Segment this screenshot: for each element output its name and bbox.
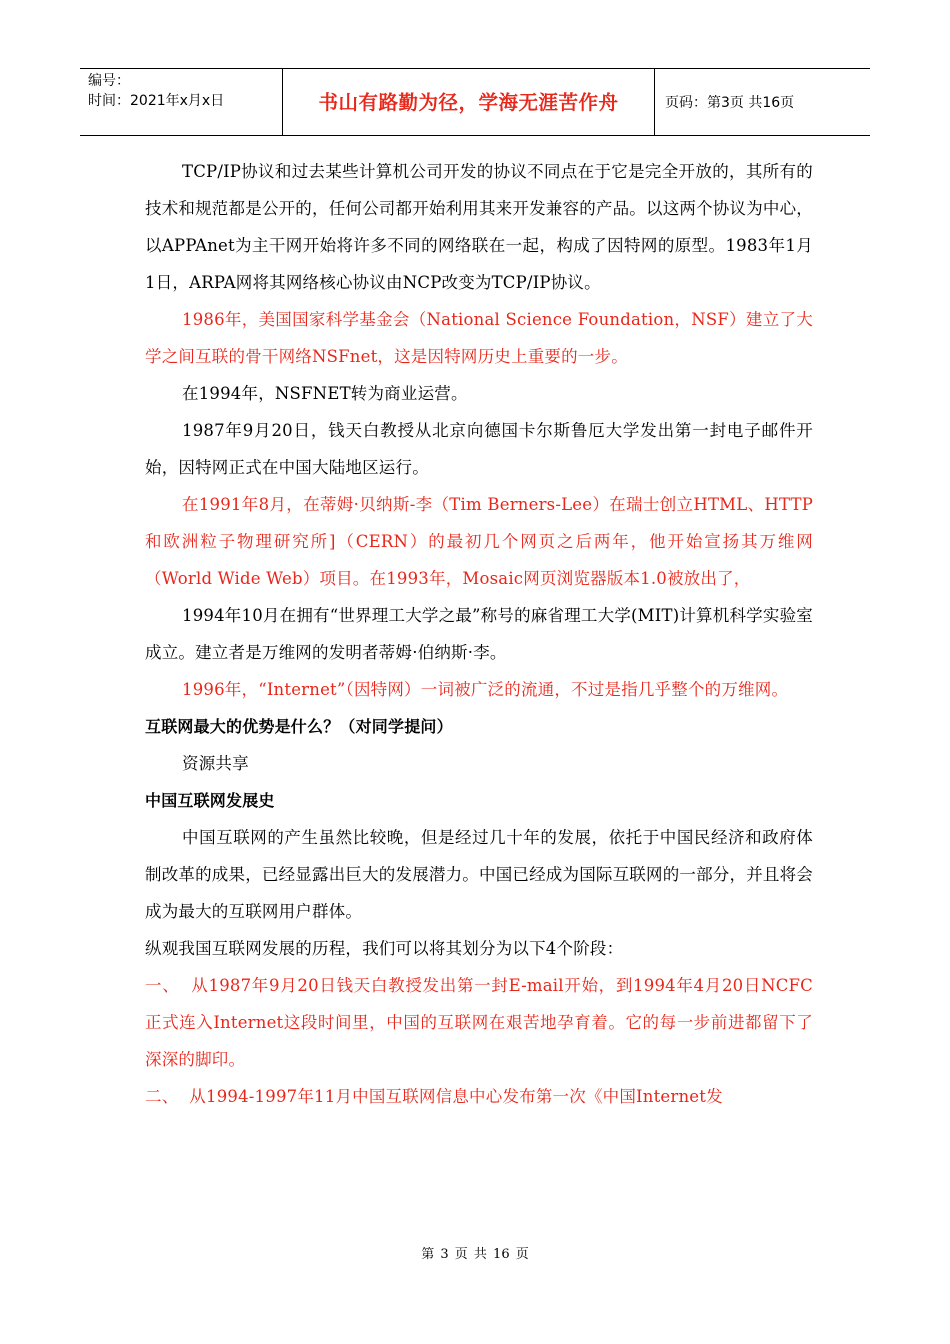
answer-text: 资源共享	[182, 754, 249, 773]
header-page-info: 页码：第3页 共16页	[665, 95, 795, 111]
paragraph-stages-intro: 纵观我国互联网发展的历程，我们可以将其划分为以下4个阶段：	[145, 939, 624, 958]
question-heading: 互联网最大的优势是什么？（对同学提问）	[145, 717, 453, 736]
header-meta	[80, 69, 283, 135]
paragraph-mit-lab: 1994年10月在拥有“世界理工大学之最”称号的麻省理工大学(MIT)计算机科学实验室成立。建立者是万维网的发明者蒂姆·伯纳斯·李。	[145, 606, 813, 662]
paragraph-internet-term: 1996年，“Internet”（因特网）一词被广泛的流通，不过是指几乎整个的万维网。	[182, 680, 789, 699]
document-body	[145, 153, 813, 1115]
page-header	[80, 68, 870, 136]
section-heading-china-history: 中国互联网发展史	[145, 791, 275, 810]
stage-item-2: 二、 从1994-1997年11月中国互联网信息中心发布第一次《中国Internet发	[145, 1087, 723, 1106]
paragraph-nsfnet-commercial: 在1994年，NSFNET转为商业运营。	[182, 384, 468, 403]
paragraph-china-intro: 中国互联网的产生虽然比较晚，但是经过几十年的发展，依托于中国民经济和政府体制改革的成果，已经显露出巨大的发展潜力。中国已经成为国际互联网的一部分，并且将会成为最大的互联网用户群体。	[145, 828, 813, 921]
page-footer: 第 3 页 共 16 页	[421, 1247, 529, 1262]
paragraph-tcpip: TCP/IP协议和过去某些计算机公司开发的协议不同点在于它是完全开放的，其所有的技术和规范都是公开的，任何公司都开始利用其来开发兼容的产品。以这两个协议为中心，以APPAnet为主干网开始将许多不同的网络联在一起，构成了因特网的原型。1983年1月1日，ARPA网将其网络核心协议由NCP改变为TCP/IP协议。	[145, 162, 813, 292]
header-time-label: 时间：2021年x月x日	[88, 93, 225, 109]
paragraph-nsfnet: 1986年，美国国家科学基金会（National Science Foundation，NSF）建立了大学之间互联的骨干网络NSFnet，这是因特网历史上重要的一步。	[145, 310, 813, 366]
header-motto: 书山有路勤为径，学海无涯苦作舟	[283, 69, 655, 135]
paragraph-www: 在1991年8月，在蒂姆·贝纳斯-李（Tim Berners-Lee）在瑞士创立HTML、HTTP和欧洲粒子物理研究所]（CERN）的最初几个网页之后两年，他开始宣扬其万维网（World Wide Web）项目。在1993年，Mosaic网页浏览器版本1.0被放出了，	[145, 495, 814, 588]
paragraph-first-email: 1987年9月20日，钱天白教授从北京向德国卡尔斯鲁厄大学发出第一封电子邮件开始，因特网正式在中国大陆地区运行。	[145, 421, 813, 477]
header-number-label: 编号：	[88, 73, 130, 89]
stage-item-1: 一、 从1987年9月20日钱天白教授发出第一封E-mail开始，到1994年4月20日NCFC正式连入Internet这段时间里，中国的互联网在艰苦地孕育着。它的每一步前进都留下了深深的脚印。	[145, 976, 813, 1069]
